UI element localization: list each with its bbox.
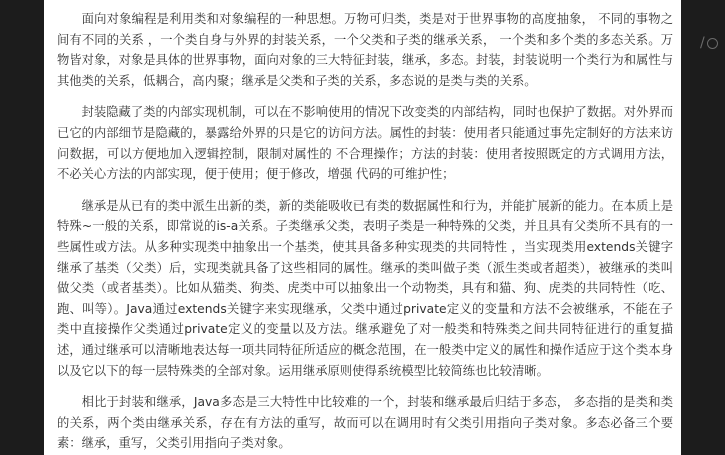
paragraph-inheritance: 继承是从已有的类中派生出新的类，新的类能吸收已有类的数据属性和行为，并能扩展新的能力。在本质上是特殊~一般的关系，即常说的is-a关系。子类继承父类，表明子类是一种特殊的父类，并且具有父类所不具有的一些属性或方法。从多种实现类中抽象出一个基类，使其具备多种实现类的共同特性 ，当实现类用extends关键字继承了基类（父类）后，实现类就具备了这些相同的属性。继承的类叫做子类（派生类或者超类），被继承的类叫做父类（或者基类）。比如从猫类、狗类、虎类中可以抽象出一个动物类，具有和猫、狗、虎类的共同特性（吃、跑、叫等）。Java通过extends关键字来实现继承，父类中通过private定义的变量和方法不会被继承，不能在子类中直接操作父类通过private定义的变量以及方法。继承避免了对一般类和特殊类之间共同特征进行的重复描述，通过继承可以清晰地表达每一项共同特征所适应的概念范围，在一般类中定义的属性和操作适应于这个类本身以及它以下的每一层特殊类的全部对象。运用继承原则使得系统模型比较简练也比较清晰。 (57, 198, 673, 378)
slash-glyph: / (700, 35, 705, 51)
circle-icon (707, 38, 718, 49)
article-body (44, 0, 681, 454)
paragraph-oop-overview: 面向对象编程是利用类和对象编程的一种思想。万物可归类，类是对于世界事物的高度抽象， 不同的事物之间有不同的关系 ，一个类自身与外界的封装关系，一个父类和子类的继承关系， 一个类和多个类的多态关系。万物皆对象，对象是具体的世界事物，面向对象的三大特征封装，继承，多态。封装，封装说明一个类行为和属性与其他类的关系，低耦合，高内聚；继承是父类和子类的关系，多态说的是类与类的关系。 (57, 12, 673, 88)
article-page (44, 0, 681, 455)
side-toolbar-icon[interactable] (700, 31, 722, 55)
paragraph-encapsulation: 封装隐藏了类的内部实现机制，可以在不影响使用的情况下改变类的内部结构，同时也保护了数据。对外界而已它的内部细节是隐藏的，暴露给外界的只是它的访问方法。属性的封装：使用者只能通过事先定制好的方法来访问数据，可以方便地加入逻辑控制，限制对属性的 不合理操作；方法的封装：使用者按照既定的方式调用方法，不必关心方法的内部实现，便于使用；便于修改，增强 代码的可维护性； (57, 105, 673, 182)
paragraph-polymorphism: 相比于封装和继承，Java多态是三大特性中比较难的一个，封装和继承最后归结于多态， 多态指的是类和类的关系，两个类由继承关系，存在有方法的重写，故而可以在调用时有父类引用指向子类对象。多态必备三个要素：继承，重写，父类引用指向子类对象。 (57, 395, 673, 451)
